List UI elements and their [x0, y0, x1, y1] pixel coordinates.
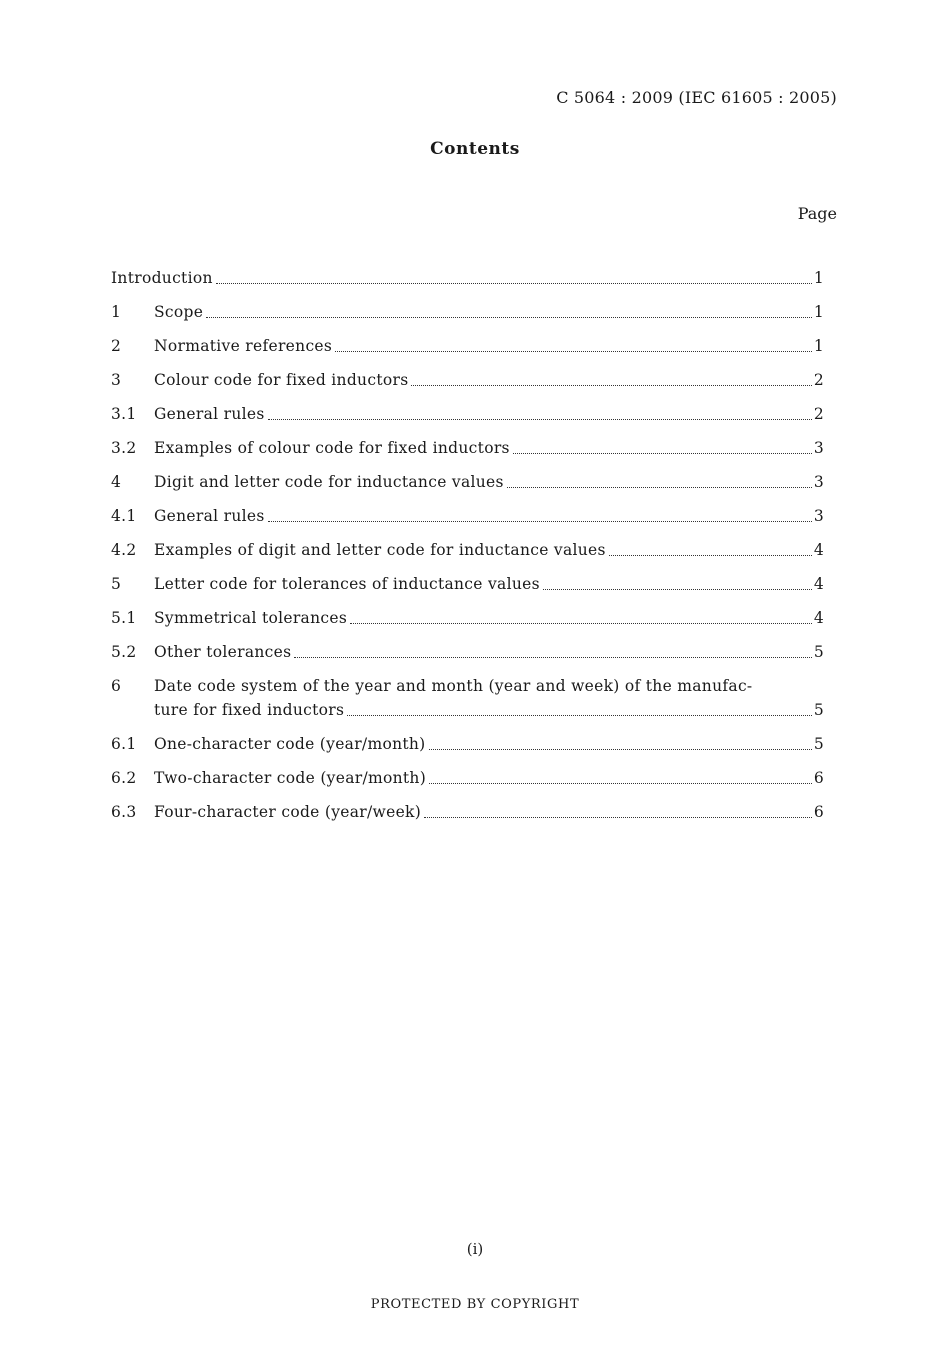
- toc-entry-5-1[interactable]: [111, 606, 824, 630]
- toc-entry-3-1[interactable]: [111, 402, 824, 426]
- leader-dots: [429, 748, 812, 750]
- toc-entry-4-1[interactable]: [111, 504, 824, 528]
- page-column-header: Page: [797, 204, 837, 223]
- leader-dots: [424, 816, 812, 818]
- toc-entry-page: 1: [813, 303, 824, 321]
- toc-entry-page: 6: [813, 803, 824, 821]
- toc-entry-page: 2: [813, 405, 824, 423]
- toc-entry-number: 5: [111, 575, 122, 593]
- leader-dots: [268, 520, 812, 522]
- toc-entry-number: 3.2: [111, 439, 137, 457]
- toc-entry-number: 4: [111, 473, 122, 491]
- toc-entry-page: 2: [813, 371, 824, 389]
- toc-entry-title: One-character code (year/month): [154, 735, 426, 753]
- leader-dots: [513, 452, 812, 454]
- toc-entry-3[interactable]: [111, 368, 824, 392]
- leader-dots: [609, 554, 812, 556]
- toc-entry-5[interactable]: [111, 572, 824, 596]
- leader-dots: [335, 350, 812, 352]
- toc-entry-number: 1: [111, 303, 122, 321]
- toc-entry-introduction[interactable]: [111, 266, 824, 290]
- leader-dots: [429, 782, 812, 784]
- toc-entry-title: Examples of colour code for fixed inductors: [154, 439, 510, 457]
- toc-entry-1[interactable]: [111, 300, 824, 324]
- leader-dots: [216, 282, 812, 284]
- toc-entry-title: Colour code for fixed inductors: [154, 371, 409, 389]
- toc-entry-page: 3: [813, 473, 824, 491]
- toc-entry-page: 4: [813, 541, 824, 559]
- toc-entry-number: 4.2: [111, 541, 137, 559]
- toc-entry-page: 4: [813, 575, 824, 593]
- leader-dots: [206, 316, 812, 318]
- standard-number: C 5064 : 2009 (IEC 61605 : 2005): [556, 88, 837, 107]
- leader-dots: [507, 486, 812, 488]
- toc-entry-2[interactable]: [111, 334, 824, 358]
- toc-entry-6-3[interactable]: [111, 800, 824, 824]
- toc-entry-title: Symmetrical tolerances: [154, 609, 348, 627]
- toc-entry-title: Introduction: [111, 269, 213, 287]
- toc-entry-title: Letter code for tolerances of inductance values: [154, 575, 540, 593]
- toc-entry-number: 3.1: [111, 405, 137, 423]
- toc-entry-3-2[interactable]: [111, 436, 824, 460]
- toc-entry-5-2[interactable]: [111, 640, 824, 664]
- leader-dots: [350, 622, 812, 624]
- toc-entry-title: Normative references: [154, 337, 333, 355]
- toc-entry-page: 5: [813, 643, 824, 661]
- toc-entry-title: Two-character code (year/month): [154, 769, 427, 787]
- toc-entry-6-1[interactable]: [111, 732, 824, 756]
- toc-entry-page: 6: [813, 769, 824, 787]
- toc-entry-number: 6.2: [111, 769, 137, 787]
- toc-entry-page: 5: [813, 701, 824, 719]
- toc-entry-page: 5: [813, 735, 824, 753]
- toc-entry-title: Digit and letter code for inductance values: [154, 473, 504, 491]
- toc-entry-number: 6.1: [111, 735, 137, 753]
- table-of-contents: [111, 266, 824, 834]
- toc-entry-number: 5.2: [111, 643, 137, 661]
- toc-entry-title: Four-character code (year/week): [154, 803, 422, 821]
- toc-entry-6-2[interactable]: [111, 766, 824, 790]
- toc-entry-page: 4: [813, 609, 824, 627]
- toc-entry-page: 1: [813, 269, 824, 287]
- toc-entry-4[interactable]: [111, 470, 824, 494]
- toc-entry-page: 1: [813, 337, 824, 355]
- toc-entry-title: Other tolerances: [154, 643, 292, 661]
- leader-dots: [294, 656, 811, 658]
- leader-dots: [543, 588, 812, 590]
- leader-dots: [347, 714, 812, 716]
- toc-entry-page: 3: [813, 507, 824, 525]
- toc-entry-number: 2: [111, 337, 122, 355]
- page-title: Contents: [430, 139, 520, 159]
- toc-entry-title-line1: Date code system of the year and month (year and week) of the manufac-: [154, 677, 753, 695]
- toc-entry-title: General rules: [154, 405, 265, 423]
- toc-entry-title: Examples of digit and letter code for inductance values: [154, 541, 606, 559]
- toc-entry-page: 3: [813, 439, 824, 457]
- toc-entry-number: 6: [111, 677, 122, 695]
- leader-dots: [411, 384, 811, 386]
- toc-entry-number: 3: [111, 371, 122, 389]
- toc-entry-4-2[interactable]: [111, 538, 824, 562]
- toc-entry-6[interactable]: [111, 674, 824, 722]
- footer-page-number: (i): [466, 1240, 484, 1258]
- toc-entry-title: General rules: [154, 507, 265, 525]
- toc-entry-number: 4.1: [111, 507, 137, 525]
- toc-entry-title: Scope: [154, 303, 204, 321]
- toc-entry-title-line2: ture for fixed inductors: [154, 701, 345, 719]
- leader-dots: [268, 418, 812, 420]
- copyright-notice: PROTECTED BY COPYRIGHT: [370, 1297, 580, 1312]
- toc-entry-number: 6.3: [111, 803, 137, 821]
- toc-entry-number: 5.1: [111, 609, 137, 627]
